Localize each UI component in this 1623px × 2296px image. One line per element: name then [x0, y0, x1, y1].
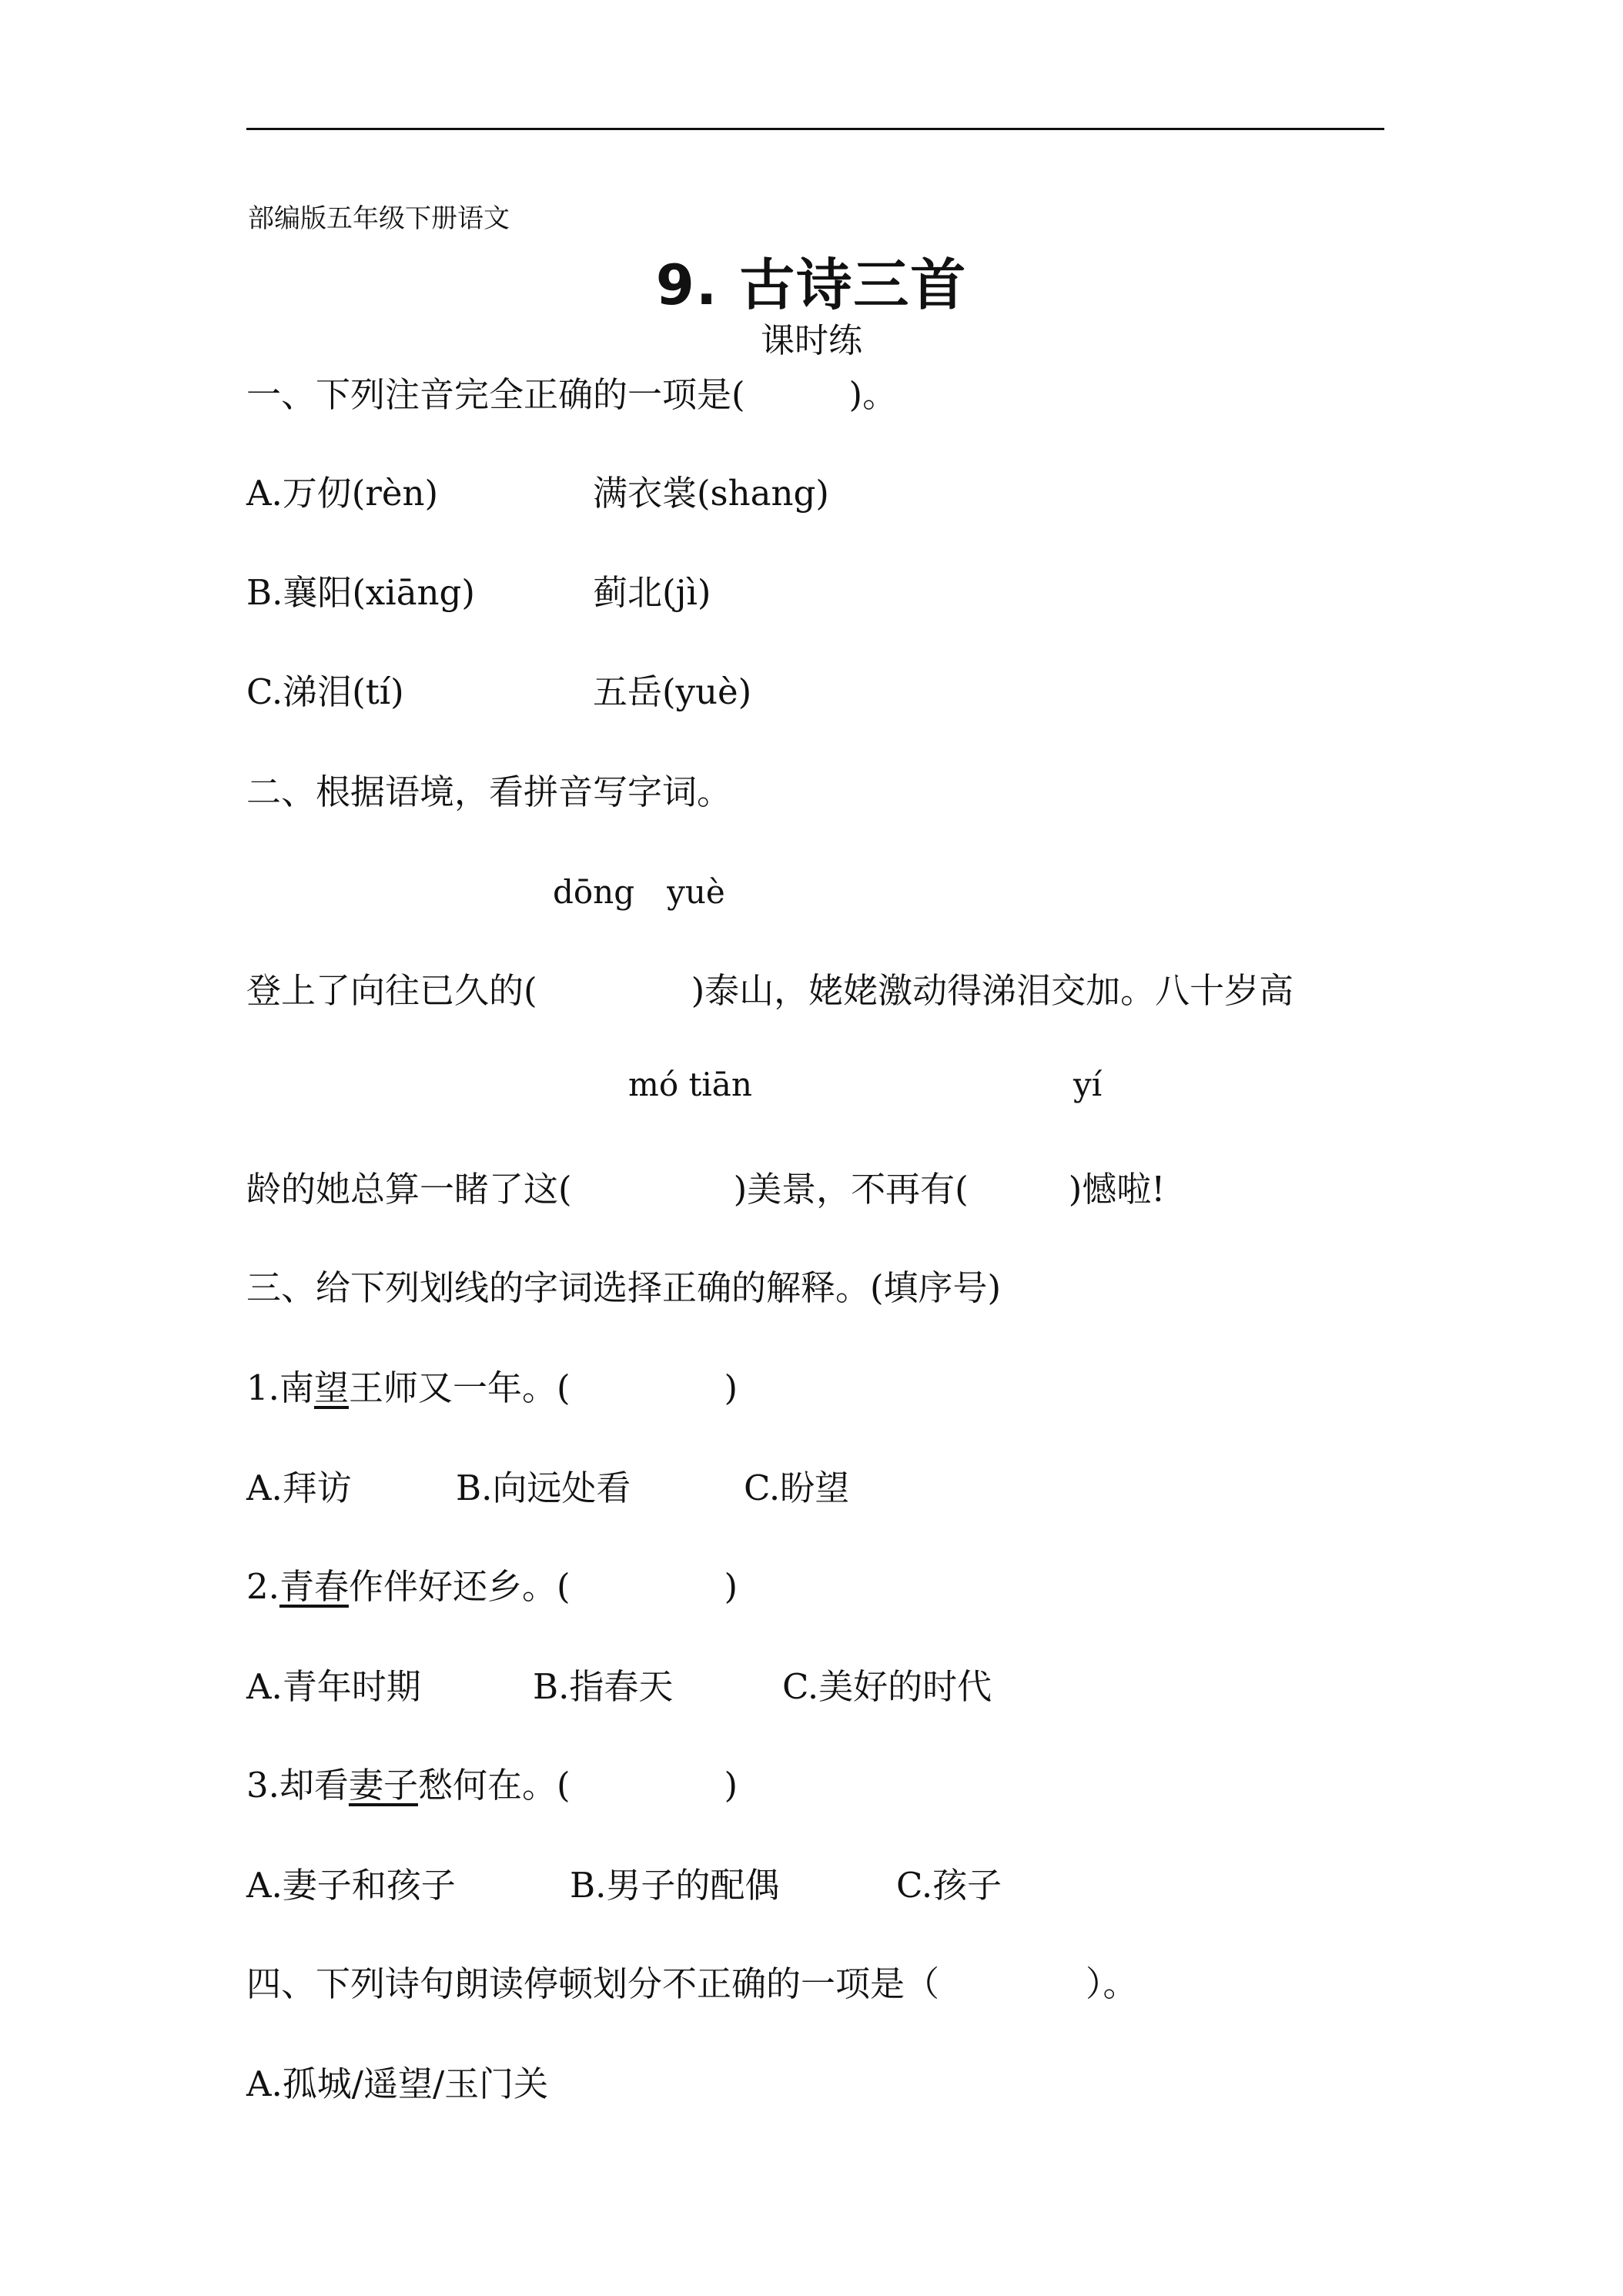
q3-item-1-close: ) [724, 1367, 738, 1408]
q1-option-c-1: C.涕泪(tí) [246, 671, 404, 712]
q3-item-1-option-b: B.向远处看 [456, 1468, 631, 1508]
q3-item-2-text: 作伴好还乡。( [348, 1566, 571, 1607]
q3-item-1-option-a: A.拜访 [246, 1468, 352, 1508]
q3-item-2-option-a: A.青年时期 [246, 1666, 421, 1707]
q3-item-2-underlined: 青春 [279, 1566, 349, 1607]
q3-item-3-option-a: A.妻子和孩子 [246, 1865, 456, 1906]
q3-item-2-prefix: 2. [246, 1566, 279, 1607]
q1-option-b-2: 蓟北(jì) [593, 572, 711, 613]
q3-item-1-prefix: 1.南 [246, 1367, 314, 1408]
q4-option-a: A.孤城/遥望/玉门关 [246, 2063, 549, 2104]
q1-option-a-1: A.万仞(rèn) [246, 473, 439, 514]
q1-option-c-2: 五岳(yuè) [593, 671, 752, 712]
q2-pinyin-dongyue: dōng yuè [553, 873, 725, 911]
q1-option-a-2: 满衣裳(shang) [593, 473, 829, 514]
q2-heading: 二、根据语境，看拼音写字词。 [246, 771, 732, 812]
q3-item-1-text: 王师又一年。( [348, 1367, 571, 1408]
q3-item-3-option-b: B.男子的配偶 [570, 1865, 780, 1906]
q3-item-3-option-c: C.孩子 [896, 1865, 1002, 1906]
q1-heading: 一、下列注音完全正确的一项是( )。 [246, 374, 898, 415]
q3-item-2 [246, 1558, 738, 1608]
q4-heading-text: 四、下列诗句朗读停顿划分不正确的一项是（ [246, 1963, 940, 2004]
q2-pinyin-motian: mó tiān [628, 1066, 752, 1103]
q4-heading-close: ）。 [1086, 1963, 1138, 2004]
q2-pinyin-yi: yí [1073, 1066, 1103, 1103]
q3-item-1 [246, 1360, 738, 1410]
q3-item-2-close: ) [724, 1566, 738, 1607]
q2-line1-text-b: )泰山，姥姥激动得涕泪交加。八十岁高 [691, 970, 1294, 1011]
q3-item-2-option-b: B.指春天 [533, 1666, 674, 1707]
q3-item-3-prefix: 3.却看 [246, 1765, 349, 1806]
textbook-label: 部编版五年级下册语文 [248, 203, 510, 234]
q2-line1-text-a: 登上了向往已久的( [246, 970, 537, 1011]
q3-item-1-option-c: C.盼望 [744, 1468, 850, 1508]
q1-option-b-1: B.襄阳(xiāng) [246, 572, 475, 613]
q4-heading [246, 1956, 1138, 2006]
q2-sentence-line1 [246, 962, 1293, 1012]
q2-sentence-line2 [246, 1161, 1165, 1211]
q3-item-3-text: 愁何在。( [417, 1765, 571, 1806]
q2-line2-text-c: )憾啦! [1068, 1169, 1166, 1210]
q3-item-2-option-c: C.美好的时代 [782, 1666, 992, 1707]
q3-item-3-close: ) [724, 1765, 738, 1806]
header-rule [246, 128, 1384, 130]
q3-item-3-underlined: 妻子 [348, 1765, 418, 1806]
page-subtitle: 课时练 [761, 321, 862, 360]
q2-line2-text-a: 龄的她总算一睹了这( [246, 1169, 572, 1210]
page-title: 9. 古诗三首 [655, 253, 968, 317]
q3-heading: 三、给下列划线的字词选择正确的解释。(填序号) [246, 1267, 1002, 1308]
q2-line2-text-b: )美景，不再有( [733, 1169, 969, 1210]
q3-item-3 [246, 1757, 738, 1807]
q3-item-1-underlined: 望 [313, 1367, 349, 1408]
